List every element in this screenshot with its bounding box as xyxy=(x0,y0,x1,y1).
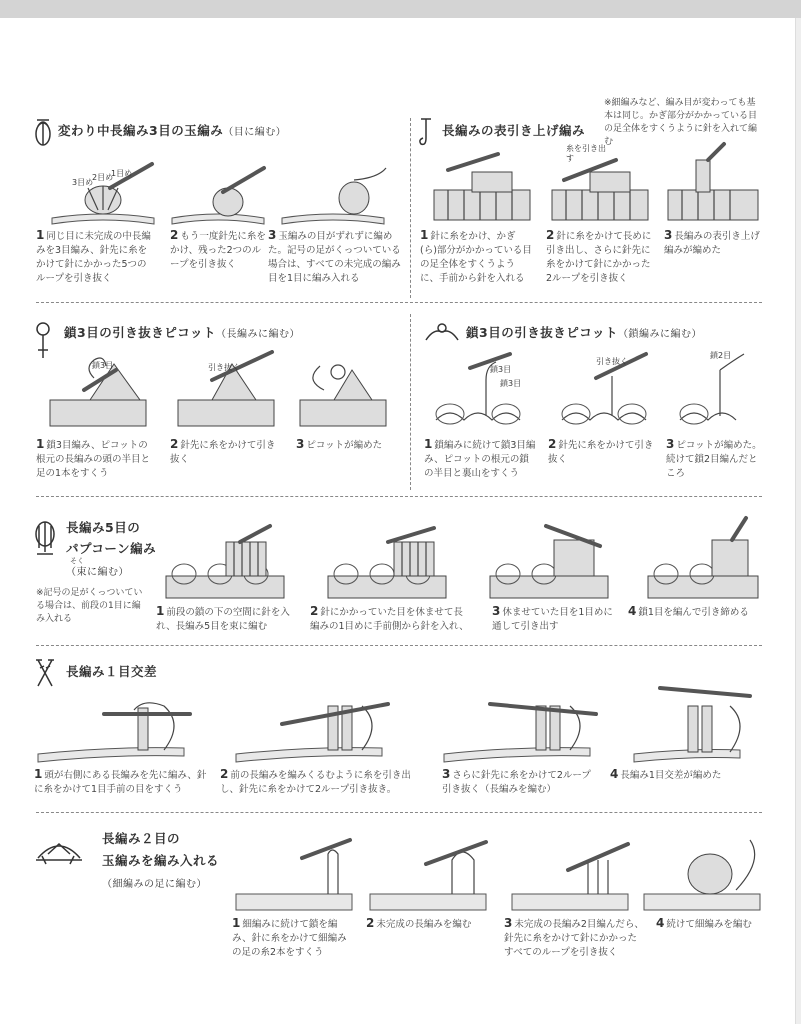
label-2nd: 2目め xyxy=(92,173,114,182)
popcorn-symbol-icon xyxy=(34,518,56,558)
step-1: 1 鎖3目編み、ピコットの根元の長編みの頭の半目と足の1本をすくう xyxy=(36,437,151,479)
label-1st: 1目め xyxy=(111,169,133,178)
illustration-step-1 xyxy=(430,350,534,432)
label-ch3-a: 鎖3目 xyxy=(490,365,512,374)
illustration-step-3 xyxy=(508,830,632,916)
illustration-step-4 xyxy=(640,830,764,916)
step-1: 1 同じ目に未完成の中長編みを3目編み、針先に糸をかけて針にかかった5つのループを引き抜く xyxy=(36,228,151,284)
step-4: 4 続けて細編みを編む xyxy=(656,916,752,930)
step-2: 2 針にかかっていた目を休ませて長編みの1目めに手前側から針を入れ、 xyxy=(310,604,469,632)
label-pull-through: 糸を引き出す xyxy=(566,144,606,163)
illustration-step-3 xyxy=(484,516,614,602)
illustration-step-3 xyxy=(440,684,600,766)
illustration-step-3 xyxy=(662,140,762,226)
section-title-line1: 長編み5目の xyxy=(66,520,141,535)
label-pull: 引き抜く xyxy=(208,363,240,372)
section-title-line1: 長編み２目の xyxy=(102,831,181,846)
section-title: 鎖3目の引き抜きピコット（長編みに編む） xyxy=(64,325,300,340)
step-3: 3 長編みの表引き上げ編みが編めた xyxy=(664,228,760,256)
step-1: 1 前段の鎖の下の空間に針を入れ、長編み5目を束に編む xyxy=(156,604,290,632)
note: ※細編みなど、編み目が変わっても基本は同じ。かぎ部分がかかっている目の足全体をすくうように針を入れて編む xyxy=(604,98,758,147)
label-ch3-b: 鎖3目 xyxy=(500,379,522,388)
section-title: 変わり中長編み3目の玉編み（目に編む） xyxy=(58,123,287,138)
step-1: 1 針に糸をかけ、かぎ(ら)部分がかかっている目の足全体をすくうように、手前から針を入れる xyxy=(420,228,532,284)
illustration-step-1 xyxy=(428,150,538,226)
step-3: 3 ピコットが編めた xyxy=(296,437,383,451)
step-2: 2 前の長編みを編みくるむように糸を引き出し、針先に糸をかけて2ループ引き抜き。 xyxy=(220,767,411,795)
step-1: 1 鎖編みに続けて鎖3目編み、ピコットの根元の鎖の半目と裏山をすくう xyxy=(424,437,536,479)
top-bar xyxy=(0,0,801,18)
illustration-step-3 xyxy=(294,350,394,432)
divider-vertical-1 xyxy=(410,118,411,298)
illustration-step-4 xyxy=(642,514,764,602)
illustration-step-1 xyxy=(160,522,290,602)
illustration-step-4 xyxy=(630,668,760,766)
step-1: 1 頭が右側にある長編みを先に編み、針に糸をかけて1目手前の目をすくう xyxy=(34,767,207,795)
step-2: 2 未完成の長編みを編む xyxy=(366,916,472,930)
label-ch3: 鎖3目 xyxy=(92,361,114,370)
label-3rd: 3目め xyxy=(72,178,94,187)
illustration-step-1 xyxy=(48,158,158,226)
step-3: 3 玉編みの目がずれずに編めた。記号の足がくっついている場合は、すべての未完成の編み目を1目に編み入れる xyxy=(268,228,401,284)
ruby: そく xyxy=(70,557,84,565)
section-title: 長編み１目交差 xyxy=(66,664,158,679)
step-2: 2 針に糸をかけて長めに引き出し、さらに針先に糸をかけて針にかかった2ループを引き抜く xyxy=(546,228,652,284)
illustration-step-2 xyxy=(322,522,452,602)
step-3: 3 さらに針先に糸をかけて2ループ引き抜く（長編みを編む） xyxy=(442,767,591,795)
illustration-step-2 xyxy=(168,158,268,226)
step-4: 4 鎖1目を編んで引き締める xyxy=(628,604,749,618)
section-subtitle: （細編みの足に編む） xyxy=(102,879,207,890)
label-ch2: 鎖2目 xyxy=(710,351,732,360)
cluster-symbol-icon xyxy=(34,836,84,866)
step-2: 2 針先に糸をかけて引き抜く xyxy=(170,437,276,465)
illustration-step-2 xyxy=(366,830,490,916)
illustration-step-2 xyxy=(232,684,392,766)
section-title-line2: パプコーン編み xyxy=(66,541,157,556)
step-3: 3 ピコットが編めた。続けて鎖2目編んだところ xyxy=(666,437,762,479)
step-2: 2 もう一度針先に糸をかけ、残った2つのループを引き抜く xyxy=(170,228,266,270)
illustration-step-3 xyxy=(674,350,764,432)
page-edge xyxy=(795,18,801,1024)
step-3: 3 未完成の長編み2目編んだら、針先に糸をかけて針にかかったすべてのループを引き抜く xyxy=(504,916,644,958)
illustration-step-3 xyxy=(278,158,388,226)
picot-chain-symbol-icon xyxy=(424,322,460,344)
step-4: 4 長編み1目交差が編めた xyxy=(610,767,722,781)
divider-4 xyxy=(36,812,762,813)
divider-3 xyxy=(36,645,762,646)
divider-2 xyxy=(36,496,762,497)
section-title-line2: 玉編みを編み入れる xyxy=(102,853,220,868)
divider-vertical-2 xyxy=(410,314,411,490)
step-3: 3 休ませていた目を1目めに通して引き出す xyxy=(492,604,613,632)
illustration-step-1 xyxy=(232,830,356,916)
label-pull: 引き抜く xyxy=(596,357,628,366)
section-title: 長編みの表引き上げ編み xyxy=(442,123,586,138)
step-2: 2 針先に糸をかけて引き抜く xyxy=(548,437,654,465)
divider-1 xyxy=(36,302,762,303)
note: ※記号の足がくっついている場合は、前段の1目に編み入れる xyxy=(36,588,143,624)
section-subtitle: （束に編む） xyxy=(66,567,129,578)
section-title: 鎖3目の引き抜きピコット（鎖編みに編む） xyxy=(466,325,702,340)
illustration-step-1 xyxy=(34,684,194,766)
front-post-symbol-icon xyxy=(418,116,434,150)
puff-stitch-symbol-icon xyxy=(34,112,52,152)
step-1: 1 細編みに続けて鎖を編み、針に糸をかけて細編みの足の糸2本をすくう xyxy=(232,916,347,958)
